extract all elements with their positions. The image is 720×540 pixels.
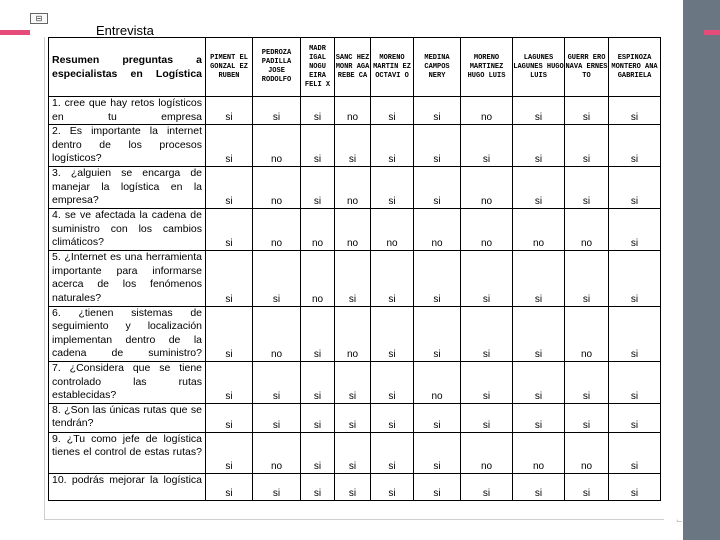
answer-cell: si xyxy=(609,251,661,306)
expert-header: PIMENT EL GONZAL EZ RUBEN xyxy=(206,38,253,97)
answer-cell: no xyxy=(461,97,513,125)
answer-cell: no xyxy=(461,432,513,473)
page-title: Entrevista xyxy=(96,23,154,38)
answer-cell: no xyxy=(565,209,609,251)
answer-cell: si xyxy=(461,251,513,306)
answer-cell: si xyxy=(609,361,661,403)
answer-cell: si xyxy=(253,473,301,500)
answer-cell: si xyxy=(335,432,371,473)
answer-cell: si xyxy=(414,473,461,500)
answer-cell: si xyxy=(301,361,335,403)
answer-cell: si xyxy=(206,361,253,403)
answer-cell: si xyxy=(609,403,661,432)
question-header: Resumen preguntas a especialistas en Logística xyxy=(49,38,206,97)
collapse-icon[interactable]: ⊟ xyxy=(30,13,48,24)
question-cell: 5. ¿Internet es una herramienta importante para informarse acerca de los fenómenos naturales? xyxy=(49,251,206,306)
answer-cell: si xyxy=(414,97,461,125)
answer-cell: si xyxy=(335,403,371,432)
table-row xyxy=(49,361,661,403)
answer-cell: si xyxy=(371,167,414,209)
answer-cell: si xyxy=(414,167,461,209)
header-row xyxy=(49,38,661,97)
answer-cell: no xyxy=(335,209,371,251)
answer-cell: no xyxy=(253,432,301,473)
expert-header: GUERR ERO NAVA ERNES TO xyxy=(565,38,609,97)
answer-cell: si xyxy=(301,125,335,167)
answer-cell: si xyxy=(609,306,661,361)
answer-cell: si xyxy=(513,251,565,306)
answer-cell: si xyxy=(414,251,461,306)
answer-cell: si xyxy=(609,167,661,209)
answer-cell: si xyxy=(206,97,253,125)
answer-cell: no xyxy=(253,125,301,167)
answer-cell: si xyxy=(206,473,253,500)
answer-cell: si xyxy=(371,403,414,432)
answer-cell: no xyxy=(461,167,513,209)
answer-cell: si xyxy=(335,361,371,403)
answer-cell: si xyxy=(335,251,371,306)
answer-cell: no xyxy=(335,306,371,361)
answer-cell: si xyxy=(371,361,414,403)
answer-cell: si xyxy=(513,306,565,361)
answer-cell: si xyxy=(371,125,414,167)
answer-cell: si xyxy=(565,361,609,403)
answer-cell: si xyxy=(371,97,414,125)
interview-table xyxy=(48,37,661,501)
answer-cell: si xyxy=(335,473,371,500)
answer-cell: si xyxy=(565,97,609,125)
answer-cell: si xyxy=(565,403,609,432)
table-row xyxy=(49,167,661,209)
answer-cell: no xyxy=(301,251,335,306)
answer-cell: si xyxy=(206,432,253,473)
question-cell: 9. ¿Tu como jefe de logística tienes el control de estas rutas? xyxy=(49,432,206,473)
table-row xyxy=(49,306,661,361)
answer-cell: si xyxy=(253,97,301,125)
answer-cell: si xyxy=(609,125,661,167)
answer-cell: no xyxy=(565,432,609,473)
document-edge xyxy=(44,37,45,520)
question-cell: 10. podrás mejorar la logística xyxy=(49,473,206,500)
answer-cell: si xyxy=(461,403,513,432)
answer-cell: no xyxy=(335,167,371,209)
answer-cell: no xyxy=(565,306,609,361)
question-cell: 3. ¿alguien se encarga de manejar la logística en la empresa? xyxy=(49,167,206,209)
answer-cell: si xyxy=(513,361,565,403)
answer-cell: si xyxy=(301,432,335,473)
answer-cell: si xyxy=(565,251,609,306)
answer-cell: si xyxy=(206,403,253,432)
answer-cell: si xyxy=(301,403,335,432)
answer-cell: si xyxy=(414,403,461,432)
answer-cell: si xyxy=(206,306,253,361)
slide-right-bar xyxy=(683,0,720,540)
answer-cell: si xyxy=(513,403,565,432)
answer-cell: si xyxy=(371,473,414,500)
answer-cell: si xyxy=(206,167,253,209)
table-row xyxy=(49,209,661,251)
answer-cell: si xyxy=(371,306,414,361)
answer-cell: si xyxy=(513,97,565,125)
answer-cell: si xyxy=(513,473,565,500)
answer-cell: si xyxy=(301,473,335,500)
question-cell: 6. ¿tienen sistemas de seguimiento y localización implementan dentro de la cadena de suministro? xyxy=(49,306,206,361)
answer-cell: si xyxy=(414,432,461,473)
answer-cell: no xyxy=(414,209,461,251)
expert-header: MEDINA CAMPOS NERY xyxy=(414,38,461,97)
answer-cell: no xyxy=(513,209,565,251)
expert-header: MADR IGAL NOGU EIRA FELI X xyxy=(301,38,335,97)
answer-cell: si xyxy=(461,473,513,500)
document-edge-bottom xyxy=(44,519,664,520)
answer-cell: si xyxy=(565,125,609,167)
answer-cell: si xyxy=(371,251,414,306)
table-row xyxy=(49,403,661,432)
question-cell: 2. Es importante la internet dentro de los procesos logísticos? xyxy=(49,125,206,167)
table-body xyxy=(49,97,661,501)
answer-cell: no xyxy=(253,209,301,251)
expert-header: LAGUNES LAGUNES HUGO LUIS xyxy=(513,38,565,97)
accent-bar-right xyxy=(704,30,720,35)
answer-cell: si xyxy=(461,306,513,361)
answer-cell: si xyxy=(253,403,301,432)
table-row xyxy=(49,97,661,125)
answer-cell: si xyxy=(253,251,301,306)
question-cell: 1. cree que hay retos logísticos en tu empresa xyxy=(49,97,206,125)
answer-cell: si xyxy=(609,473,661,500)
answer-cell: no xyxy=(513,432,565,473)
answer-cell: si xyxy=(513,125,565,167)
answer-cell: si xyxy=(513,167,565,209)
table-row xyxy=(49,473,661,500)
answer-cell: si xyxy=(301,97,335,125)
table-row xyxy=(49,125,661,167)
expert-header: PEDROZA PADILLA JOSE RODOLFO xyxy=(253,38,301,97)
answer-cell: si xyxy=(335,125,371,167)
table-row xyxy=(49,432,661,473)
answer-cell: no xyxy=(371,209,414,251)
answer-cell: no xyxy=(301,209,335,251)
answer-cell: no xyxy=(461,209,513,251)
answer-cell: si xyxy=(301,167,335,209)
expert-header: ESPINOZA MONTERO ANA GABRIELA xyxy=(609,38,661,97)
answer-cell: si xyxy=(414,125,461,167)
question-cell: 8. ¿Son las únicas rutas que se tendrán? xyxy=(49,403,206,432)
answer-cell: si xyxy=(206,209,253,251)
answer-cell: no xyxy=(335,97,371,125)
accent-bar-left xyxy=(0,30,30,35)
answer-cell: si xyxy=(414,306,461,361)
question-cell: 7. ¿Considera que se tiene controlado las rutas establecidas? xyxy=(49,361,206,403)
answer-cell: si xyxy=(565,167,609,209)
question-cell: 4. se ve afectada la cadena de suministro con los cambios climáticos? xyxy=(49,209,206,251)
answer-cell: si xyxy=(206,125,253,167)
expert-header: MORENO MARTIN EZ OCTAVI O xyxy=(371,38,414,97)
table-row xyxy=(49,251,661,306)
answer-cell: si xyxy=(609,432,661,473)
expert-header: MORENO MARTINEZ HUGO LUIS xyxy=(461,38,513,97)
answer-cell: si xyxy=(206,251,253,306)
answer-cell: si xyxy=(371,432,414,473)
answer-cell: si xyxy=(609,97,661,125)
answer-cell: no xyxy=(253,167,301,209)
expert-header: SANC HEZ MONR AGA REBE CA xyxy=(335,38,371,97)
answer-cell: si xyxy=(253,361,301,403)
answer-cell: si xyxy=(461,361,513,403)
corner-mark: ⌙ xyxy=(676,516,683,525)
answer-cell: si xyxy=(565,473,609,500)
answer-cell: no xyxy=(414,361,461,403)
answer-cell: no xyxy=(253,306,301,361)
answer-cell: si xyxy=(609,209,661,251)
answer-cell: si xyxy=(301,306,335,361)
answer-cell: si xyxy=(461,125,513,167)
